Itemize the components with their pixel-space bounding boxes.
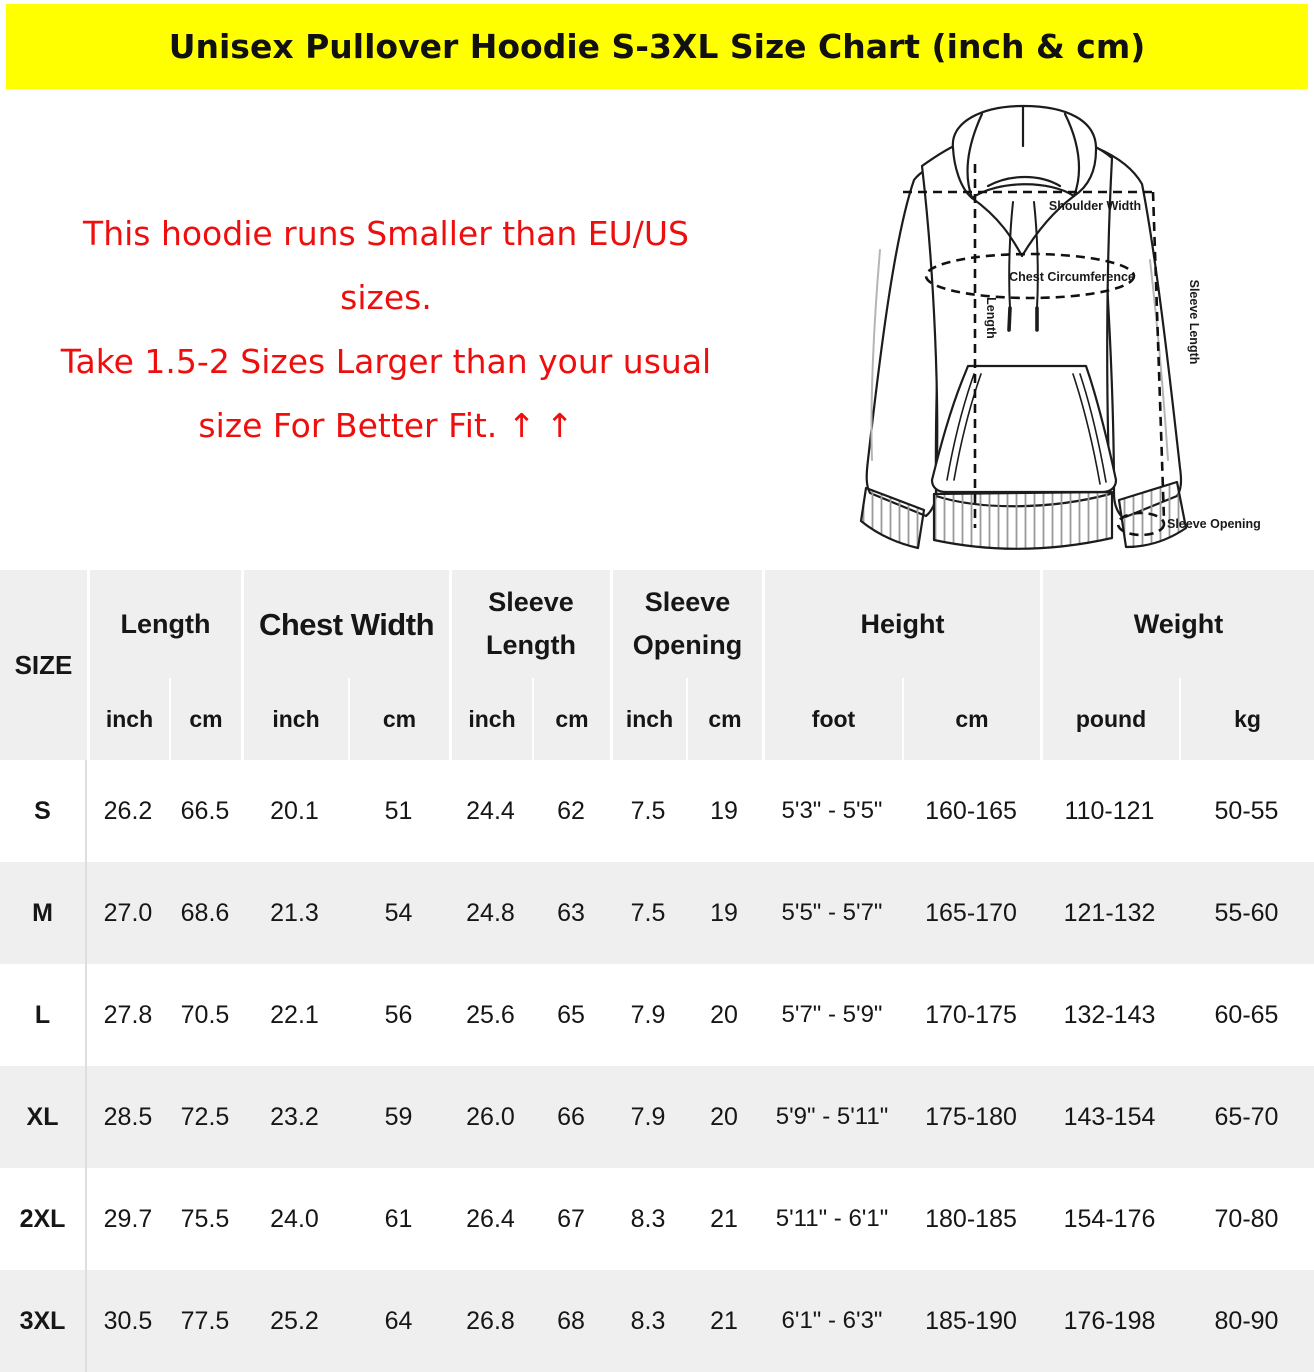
size-cell: 2XL bbox=[0, 1168, 87, 1270]
value-cell: 61 bbox=[384, 1204, 413, 1233]
unit-sleeveopen-inch: inch bbox=[610, 678, 686, 760]
value-cell: 5'5" - 5'7" bbox=[781, 899, 883, 926]
value-cell: 28.5 bbox=[103, 1102, 153, 1131]
unit-weight-kg: kg bbox=[1179, 678, 1314, 760]
value-cell: 26.8 bbox=[466, 1306, 515, 1335]
value-cell: 6'1" - 6'3" bbox=[781, 1307, 883, 1334]
unit-weight-pound: pound bbox=[1040, 678, 1179, 760]
value-cell: 24.0 bbox=[270, 1204, 319, 1233]
unit-chest-cm: cm bbox=[348, 678, 449, 760]
value-cell: 22.1 bbox=[270, 1000, 319, 1029]
value-cell: 7.5 bbox=[630, 796, 666, 825]
size-cell: S bbox=[0, 760, 87, 862]
value-cell: 26.2 bbox=[103, 796, 153, 825]
value-cell: 50-55 bbox=[1214, 796, 1279, 825]
value-cell: 65-70 bbox=[1214, 1102, 1279, 1131]
value-cell: 176-198 bbox=[1063, 1306, 1156, 1335]
value-cell: 23.2 bbox=[270, 1102, 319, 1131]
value-cell: 29.7 bbox=[103, 1204, 153, 1233]
size-cell: XL bbox=[0, 1066, 87, 1168]
table-row bbox=[0, 1066, 1314, 1168]
value-cell: 80-90 bbox=[1214, 1306, 1279, 1335]
value-cell: 165-170 bbox=[925, 898, 1017, 927]
unit-length-cm: cm bbox=[169, 678, 241, 760]
size-header: SIZE bbox=[14, 649, 73, 680]
value-cell: 68 bbox=[557, 1306, 585, 1335]
value-cell: 66 bbox=[557, 1102, 585, 1131]
value-cell: 72.5 bbox=[180, 1102, 230, 1131]
value-cell: 70-80 bbox=[1214, 1204, 1279, 1233]
size-cell: L bbox=[0, 964, 87, 1066]
value-cell: 160-165 bbox=[925, 796, 1017, 825]
hoodie-diagram bbox=[850, 100, 1314, 560]
title-banner bbox=[6, 4, 1308, 89]
value-cell: 68.6 bbox=[180, 898, 230, 927]
value-cell: 56 bbox=[384, 1000, 413, 1029]
table-row bbox=[0, 964, 1314, 1066]
value-cell: 60-65 bbox=[1214, 1000, 1279, 1029]
col-group-height: Height bbox=[762, 570, 1040, 678]
value-cell: 25.6 bbox=[466, 1000, 515, 1029]
value-cell: 154-176 bbox=[1063, 1204, 1156, 1233]
value-cell: 20.1 bbox=[270, 796, 319, 825]
value-cell: 54 bbox=[384, 898, 413, 927]
col-group-length: Length bbox=[87, 570, 241, 678]
value-cell: 5'11" - 6'1" bbox=[775, 1205, 889, 1232]
notice-line: This hoodie runs Smaller than EU/US bbox=[83, 214, 689, 253]
value-cell: 27.8 bbox=[103, 1000, 153, 1029]
sleeve-length-label: Sleeve Length bbox=[1187, 279, 1201, 365]
size-cell: 3XL bbox=[0, 1270, 87, 1372]
unit-height-foot: foot bbox=[762, 678, 902, 760]
col-group-weight: Weight bbox=[1040, 570, 1314, 678]
hoodie-hem bbox=[934, 492, 1112, 549]
value-cell: 110-121 bbox=[1064, 796, 1155, 825]
value-cell: 175-180 bbox=[925, 1102, 1017, 1131]
page-title: Unisex Pullover Hoodie S-3XL Size Chart (inch & cm) bbox=[168, 27, 1146, 66]
unit-sleevelen-inch: inch bbox=[449, 678, 532, 760]
value-cell: 70.5 bbox=[180, 1000, 230, 1029]
value-cell: 8.3 bbox=[630, 1306, 666, 1335]
value-cell: 27.0 bbox=[103, 898, 153, 927]
value-cell: 185-190 bbox=[925, 1306, 1017, 1335]
value-cell: 26.4 bbox=[466, 1204, 515, 1233]
notice-line: sizes. bbox=[340, 278, 432, 317]
value-cell: 5'7" - 5'9" bbox=[781, 1001, 883, 1028]
unit-chest-inch: inch bbox=[241, 678, 348, 760]
shoulder-width-label: Shoulder Width bbox=[1048, 199, 1142, 213]
value-cell: 7.9 bbox=[630, 1000, 666, 1029]
value-cell: 143-154 bbox=[1063, 1102, 1156, 1131]
col-group-sleeve-opening: Sleeve Opening bbox=[610, 570, 762, 678]
size-table bbox=[0, 570, 1314, 1372]
table-header-groups bbox=[0, 570, 1314, 678]
notice-line: Take 1.5-2 Sizes Larger than your usual bbox=[60, 342, 712, 381]
value-cell: 64 bbox=[384, 1306, 413, 1335]
value-cell: 65 bbox=[557, 1000, 585, 1029]
value-cell: 19 bbox=[710, 898, 738, 927]
value-cell: 5'9" - 5'11" bbox=[775, 1103, 889, 1130]
value-cell: 21.3 bbox=[270, 898, 319, 927]
value-cell: 20 bbox=[710, 1102, 738, 1131]
value-cell: 77.5 bbox=[180, 1306, 230, 1335]
table-row bbox=[0, 862, 1314, 964]
value-cell: 170-175 bbox=[925, 1000, 1017, 1029]
table-header bbox=[0, 570, 1314, 760]
value-cell: 30.5 bbox=[103, 1306, 153, 1335]
value-cell: 21 bbox=[710, 1306, 738, 1335]
value-cell: 8.3 bbox=[630, 1204, 666, 1233]
value-cell: 62 bbox=[557, 796, 585, 825]
value-cell: 180-185 bbox=[925, 1204, 1017, 1233]
value-cell: 51 bbox=[384, 796, 413, 825]
value-cell: 67 bbox=[557, 1204, 585, 1233]
value-cell: 55-60 bbox=[1214, 898, 1279, 927]
unit-sleevelen-cm: cm bbox=[532, 678, 610, 760]
length-label: Length bbox=[984, 297, 998, 339]
value-cell: 26.0 bbox=[466, 1102, 515, 1131]
value-cell: 7.5 bbox=[630, 898, 666, 927]
value-cell: 19 bbox=[710, 796, 738, 825]
value-cell: 66.5 bbox=[180, 796, 230, 825]
chest-circumference-label: Chest Circumference bbox=[1009, 270, 1135, 284]
value-cell: 25.2 bbox=[270, 1306, 319, 1335]
col-group-sleeve-length: Sleeve Length bbox=[449, 570, 610, 678]
sleeve-opening-label: Sleeve Opening bbox=[1167, 517, 1261, 531]
table-row bbox=[0, 1168, 1314, 1270]
unit-sleeveopen-cm: cm bbox=[686, 678, 762, 760]
value-cell: 20 bbox=[710, 1000, 738, 1029]
unit-height-cm: cm bbox=[902, 678, 1040, 760]
size-cell: M bbox=[0, 862, 87, 964]
table-header-units bbox=[0, 678, 1314, 760]
table-row bbox=[0, 760, 1314, 862]
value-cell: 121-132 bbox=[1063, 898, 1156, 927]
value-cell: 24.4 bbox=[466, 796, 515, 825]
value-cell: 21 bbox=[710, 1204, 738, 1233]
value-cell: 63 bbox=[557, 898, 585, 927]
value-cell: 7.9 bbox=[630, 1102, 666, 1131]
fit-notice bbox=[0, 202, 772, 458]
value-cell: 5'3" - 5'5" bbox=[781, 797, 883, 824]
unit-length-inch: inch bbox=[87, 678, 169, 760]
value-cell: 59 bbox=[384, 1102, 413, 1131]
value-cell: 132-143 bbox=[1063, 1000, 1156, 1029]
value-cell: 75.5 bbox=[180, 1204, 230, 1233]
notice-line: size For Better Fit. ↑ ↑ bbox=[198, 406, 574, 445]
table-row bbox=[0, 1270, 1314, 1372]
value-cell: 24.8 bbox=[466, 898, 515, 927]
col-group-chest-width: Chest Width bbox=[241, 570, 449, 678]
